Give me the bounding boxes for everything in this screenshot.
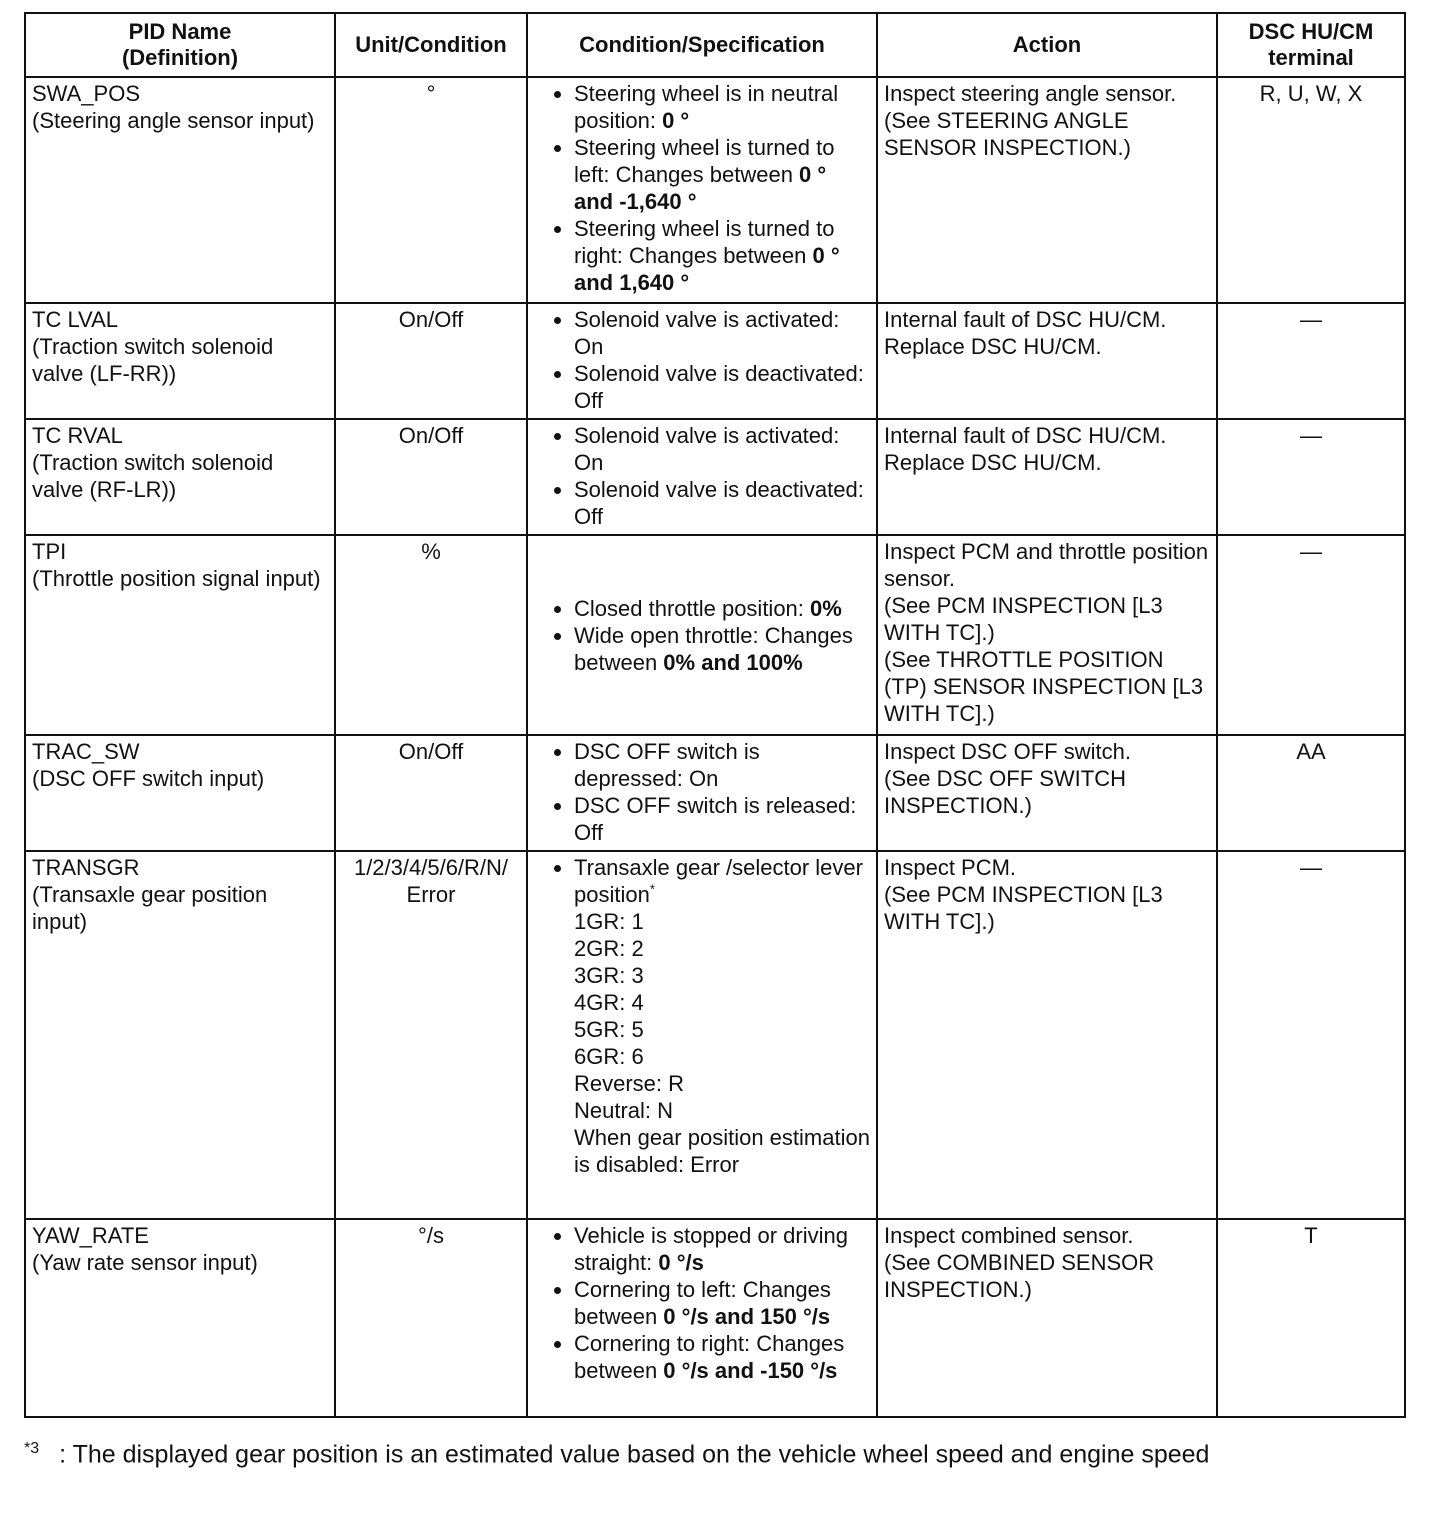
pid-cell: TRANSGR (Transaxle gear position input) (25, 851, 335, 1219)
table-row (25, 735, 1405, 851)
spec-item: • Solenoid valve is deactivated: Off (574, 476, 870, 530)
spec-item: • Transaxle gear /selector lever position* 1GR: 1 2GR: 2 3GR: 3 4GR: 4 5GR: 5 6GR: 6 Reverse: R Neutral: N When gear position estimation is disabled: Error (574, 854, 870, 1178)
table-row (25, 77, 1405, 303)
action-cell: Inspect steering angle sensor. (See STEERING ANGLE SENSOR INSPECTION.) (877, 77, 1217, 303)
spec-cell (527, 419, 877, 535)
terminal-cell: — (1217, 851, 1405, 1219)
terminal-cell: R, U, W, X (1217, 77, 1405, 303)
pid-cell: TC RVAL (Traction switch solenoid valve (RF-LR)) (25, 419, 335, 535)
pid-cell: SWA_POS (Steering angle sensor input) (25, 77, 335, 303)
terminal-cell: — (1217, 303, 1405, 419)
spec-item: • Solenoid valve is activated: On (574, 306, 870, 360)
spec-item: • DSC OFF switch is depressed: On (574, 738, 870, 792)
footnote-text: : The displayed gear position is an estimated value based on the vehicle wheel speed and engine speed (59, 1440, 1210, 1469)
terminal-cell: — (1217, 419, 1405, 535)
terminal-cell: — (1217, 535, 1405, 735)
spec-item: • Wide open throttle: Changes between 0% and 100% (574, 622, 870, 676)
header-row (25, 13, 1405, 77)
pid-cell: TPI (Throttle position signal input) (25, 535, 335, 735)
unit-cell: On/Off (335, 419, 527, 535)
action-cell: Inspect combined sensor. (See COMBINED SENSOR INSPECTION.) (877, 1219, 1217, 1417)
header-action: Action (877, 13, 1217, 77)
spec-cell (527, 735, 877, 851)
table-row (25, 419, 1405, 535)
pid-cell: YAW_RATE (Yaw rate sensor input) (25, 1219, 335, 1417)
spec-item: • Cornering to right: Changes between 0 °/s and -150 °/s (574, 1330, 870, 1384)
unit-cell: On/Off (335, 735, 527, 851)
spec-cell (527, 1219, 877, 1417)
table-row (25, 851, 1405, 1219)
unit-cell: ° (335, 77, 527, 303)
spec-item: • Closed throttle position: 0% (574, 595, 870, 622)
spec-cell (527, 303, 877, 419)
unit-cell: On/Off (335, 303, 527, 419)
spec-item: • Steering wheel is in neutral position: 0 ° (574, 80, 870, 134)
footnote (24, 1440, 1209, 1469)
unit-cell: °/s (335, 1219, 527, 1417)
pid-cell: TRAC_SW (DSC OFF switch input) (25, 735, 335, 851)
spec-item: • Cornering to left: Changes between 0 °/s and 150 °/s (574, 1276, 870, 1330)
action-cell: Inspect PCM. (See PCM INSPECTION [L3 WITH TC].) (877, 851, 1217, 1219)
header-spec: Condition/Specification (527, 13, 877, 77)
action-cell: Internal fault of DSC HU/CM. Replace DSC HU/CM. (877, 419, 1217, 535)
spec-item: • DSC OFF switch is released: Off (574, 792, 870, 846)
table-row (25, 1219, 1405, 1417)
header-pid-name: PID Name (Definition) (25, 13, 335, 77)
table-row (25, 535, 1405, 735)
action-cell: Inspect DSC OFF switch. (See DSC OFF SWITCH INSPECTION.) (877, 735, 1217, 851)
action-cell: Internal fault of DSC HU/CM. Replace DSC HU/CM. (877, 303, 1217, 419)
terminal-cell: T (1217, 1219, 1405, 1417)
table-row (25, 303, 1405, 419)
action-cell: Inspect PCM and throttle position sensor. (See PCM INSPECTION [L3 WITH TC].) (See THROTTLE POSITION (TP) SENSOR INSPECTION [L3 WITH TC].) (877, 535, 1217, 735)
spec-item: • Steering wheel is turned to right: Changes between 0 ° and 1,640 ° (574, 215, 870, 296)
spec-cell (527, 77, 877, 303)
spec-item: • Vehicle is stopped or driving straight: 0 °/s (574, 1222, 870, 1276)
header-unit: Unit/Condition (335, 13, 527, 77)
spec-cell (527, 535, 877, 735)
pid-table (24, 12, 1406, 1418)
terminal-cell: AA (1217, 735, 1405, 851)
footnote-mark: *3 (24, 1440, 40, 1457)
spec-item: • Steering wheel is turned to left: Changes between 0 ° and -1,640 ° (574, 134, 870, 215)
pid-cell: TC LVAL (Traction switch solenoid valve (LF-RR)) (25, 303, 335, 419)
spec-item: • Solenoid valve is activated: On (574, 422, 870, 476)
spec-cell (527, 851, 877, 1219)
unit-cell: 1/2/3/4/5/6/R/N/ Error (335, 851, 527, 1219)
unit-cell: % (335, 535, 527, 735)
spec-item: • Solenoid valve is deactivated: Off (574, 360, 870, 414)
header-terminal: DSC HU/CM terminal (1217, 13, 1405, 77)
